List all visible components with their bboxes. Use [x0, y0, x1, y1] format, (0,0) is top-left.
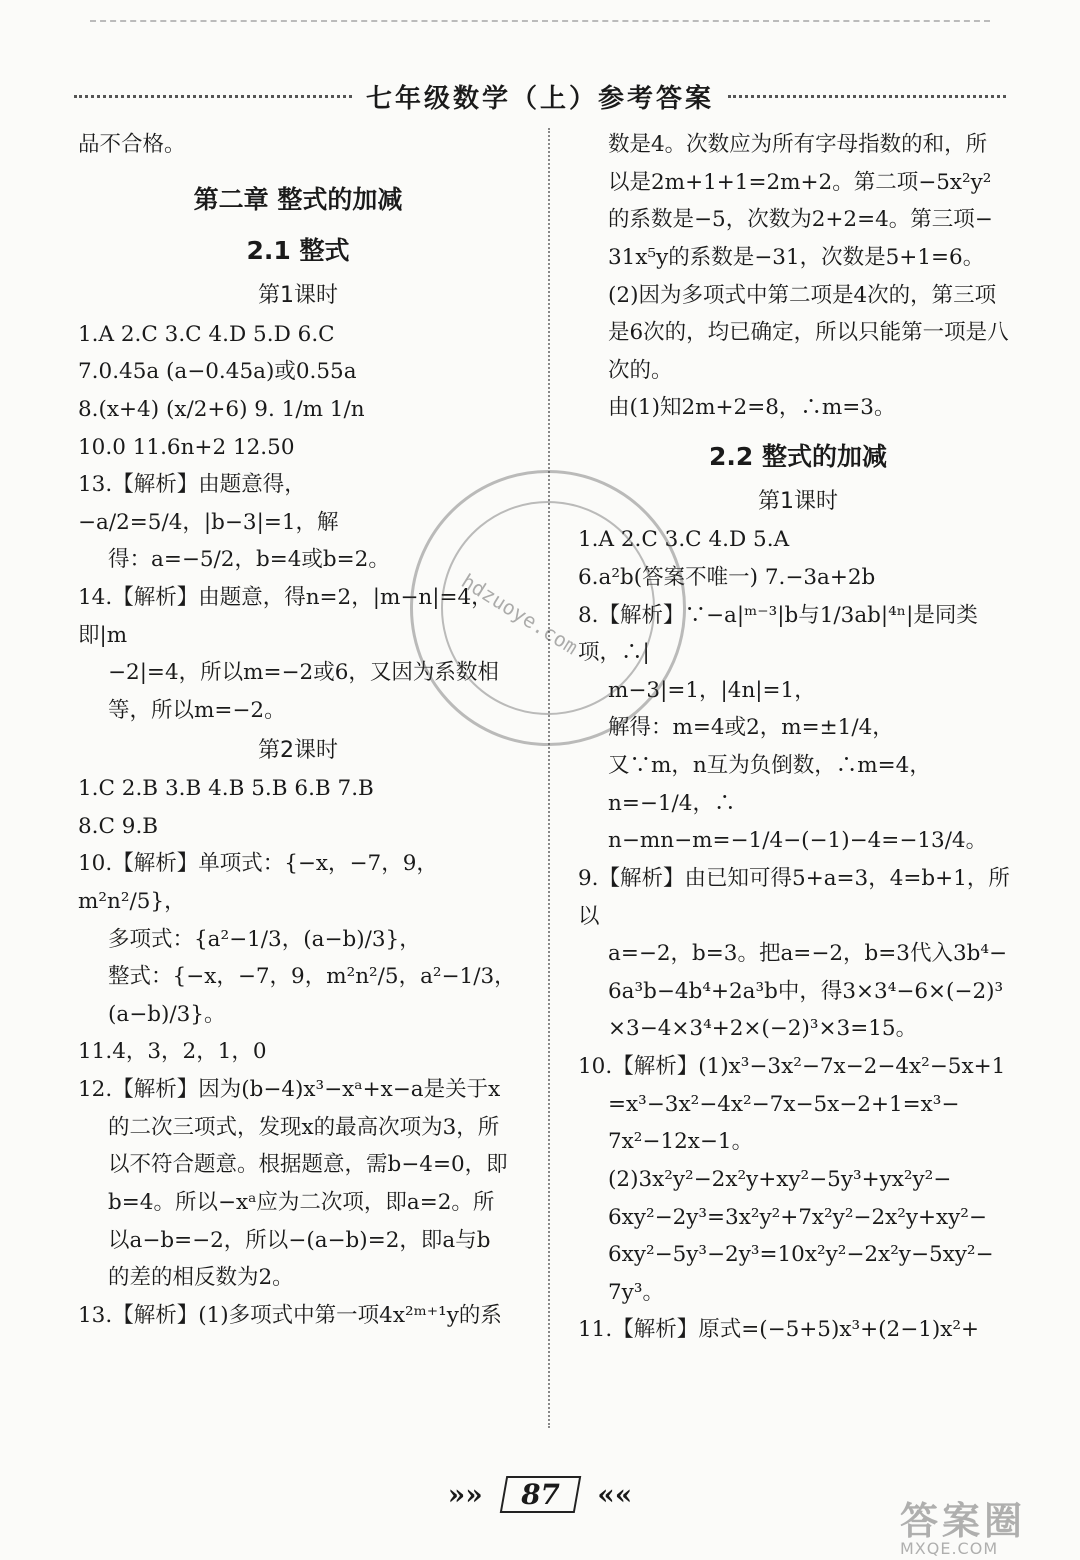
- answer-line-continued: a=−2，b=3。把a=−2，b=3代入3b⁴−: [608, 941, 1008, 967]
- answer-line: 7.0.45a (a−0.45a)或0.55a: [78, 359, 357, 385]
- answer-line-continued: 由(1)知2m+2=8，∴m=3。: [608, 395, 896, 421]
- left-column: [78, 126, 518, 1334]
- answer-line: 8.C 9.B: [78, 813, 159, 839]
- answer-line: 8.【解析】∵−a|ᵐ⁻³|b与1/3ab|⁴ⁿ|是同类项，∴|: [578, 602, 978, 666]
- site-watermark: [900, 1490, 1050, 1558]
- answer-line-continued: 6xy²−5y³−2y³=10x²y²−2x²y−5xy²−: [608, 1242, 994, 1268]
- lesson-heading: 第2课时: [258, 737, 338, 763]
- answer-line-continued: 以是2m+1+1=2m+2。第二项−5x²y²: [608, 169, 992, 195]
- answer-line: 12.【解析】因为(b−4)x³−xᵃ+x−a是关于x: [78, 1077, 501, 1102]
- answer-line-continued: m−3|=1，|4n|=1，: [608, 677, 816, 703]
- answer-line-continued: 数是4。次数应为所有字母指数的和，所: [608, 132, 988, 157]
- stamp-url: hdzuoye.com: [457, 568, 583, 660]
- stamp-inner-ring: [413, 473, 683, 743]
- watermark-logo-text: 答案圈: [900, 1499, 1027, 1543]
- column-divider: [548, 128, 550, 1428]
- answer-line-continued: 的系数是−5，次数为2+2=4。第三项−: [608, 207, 993, 233]
- answer-line: 1.A 2.C 3.C 4.D 5.A: [578, 527, 790, 553]
- answer-line-continued: ×3−4×3⁴+2×(−2)³×3=15。: [608, 1016, 918, 1042]
- answer-line: 品不合格。: [78, 132, 186, 157]
- answer-line-continued: 31x⁵y的系数是−31，次数是5+1=6。: [608, 244, 985, 270]
- answer-line: 14.【解析】由题意，得n=2，|m−n|=4，即|m: [78, 585, 493, 648]
- header-title: 七年级数学（上）参考答案: [366, 83, 715, 114]
- answer-line: 11.4，3，2，1，0: [78, 1039, 267, 1065]
- answer-line-continued: 7x²−12x−1。: [608, 1129, 754, 1155]
- answer-line: 9.【解析】由已知可得5+a=3，4=b+1，所以: [578, 865, 1010, 929]
- watermark-url: MXQE.COM: [900, 1539, 999, 1558]
- answer-line-continued: (2)因为多项式中第二项是4次的，第三项: [608, 282, 997, 308]
- lesson-heading: 第1课时: [758, 488, 838, 514]
- answer-line: 13.【解析】(1)多项式中第一项4x²ᵐ⁺¹y的系: [78, 1302, 502, 1328]
- lesson-heading: 第1课时: [258, 283, 338, 309]
- answer-line-continued: 得：a=−5/2，b=4或b=2。: [108, 547, 390, 573]
- page-header: [60, 78, 1020, 114]
- answer-line-continued: 解得：m=4或2，m=±1/4，: [608, 715, 894, 741]
- answer-line: 10.【解析】(1)x³−3x²−7x−2−4x²−5x+1: [578, 1054, 1006, 1079]
- answer-line-continued: 6a³b−4b⁴+2a³b中，得3×3⁴−6×(−2)³: [608, 978, 1004, 1004]
- answer-line-continued: 又∵m，n互为负倒数，∴m=4，n=−1/4，∴: [608, 753, 931, 816]
- answer-line-continued: 的二次三项式，发现x的最高次项为3，所: [108, 1114, 500, 1140]
- answer-line-continued: 的差的相反数为2。: [108, 1265, 294, 1291]
- answer-line-continued: 次的。: [608, 357, 673, 383]
- answer-line-continued: 是6次的，均已确定，所以只能第一项是八: [608, 320, 1009, 346]
- answer-line-continued: (2)3x²y²−2x²y+xy²−5y³+yx²y²−: [608, 1166, 952, 1192]
- answer-line: 13.【解析】由题意得，−a/2=5/4，|b−3|=1，解: [78, 472, 339, 535]
- chevrons-left-icon: ««: [597, 1478, 633, 1511]
- answer-line-continued: n−mn−m=−1/4−(−1)−4=−13/4。: [608, 828, 988, 854]
- answer-line-continued: 以a−b=−2，所以−(a−b)=2，即a与b: [108, 1227, 491, 1253]
- answer-line-continued: 以不符合题意。根据题意，需b−4=0，即: [108, 1152, 508, 1178]
- answer-line: 8.(x+4) (x/2+6) 9. 1/m 1/n: [78, 396, 365, 422]
- right-column: [578, 126, 1018, 1349]
- answer-line: 6.a²b(答案不唯一) 7.−3a+2b: [578, 564, 876, 590]
- section-heading: 2.1 整式: [246, 236, 350, 266]
- answer-line-continued: b=4。所以−xᵃ应为二次项，即a=2。所: [108, 1189, 495, 1215]
- answer-line-continued: 7y³。: [608, 1279, 664, 1305]
- chevrons-right-icon: »»: [447, 1478, 483, 1511]
- header-wave-right: [728, 95, 1006, 98]
- answer-line-continued: =x³−3x²−4x²−7x−5x−2+1=x³−: [608, 1091, 960, 1117]
- answer-line: 10.0 11.6n+2 12.50: [78, 434, 295, 460]
- answer-line-continued: −2|=4，所以m=−2或6，又因为系数相: [108, 660, 499, 686]
- chapter-heading: 第二章 整式的加减: [193, 184, 403, 214]
- top-rule: [90, 20, 990, 24]
- section-heading: 2.2 整式的加减: [709, 442, 887, 471]
- answer-line: 1.C 2.B 3.B 4.B 5.B 6.B 7.B: [78, 776, 374, 801]
- answer-line-continued: 等，所以m=−2。: [108, 697, 286, 723]
- answer-line-continued: 6xy²−2y³=3x²y²+7x²y²−2x²y+xy²−: [608, 1204, 987, 1230]
- answer-line: 1.A 2.C 3.C 4.D 5.D 6.C: [78, 321, 335, 347]
- answer-line: 11.【解析】原式=(−5+5)x³+(2−1)x²+: [578, 1317, 980, 1343]
- page-number: 87: [499, 1476, 580, 1513]
- answer-line: 10.【解析】单项式：{−x，−7，9，m²n²/5}，: [78, 851, 438, 914]
- answer-line-continued: 整式：{−x，−7，9，m²n²/5，a²−1/3，(a−b)/3}。: [108, 964, 516, 1027]
- header-wave-left: [74, 95, 352, 98]
- answer-line-continued: 多项式：{a²−1/3，(a−b)/3}，: [108, 926, 421, 952]
